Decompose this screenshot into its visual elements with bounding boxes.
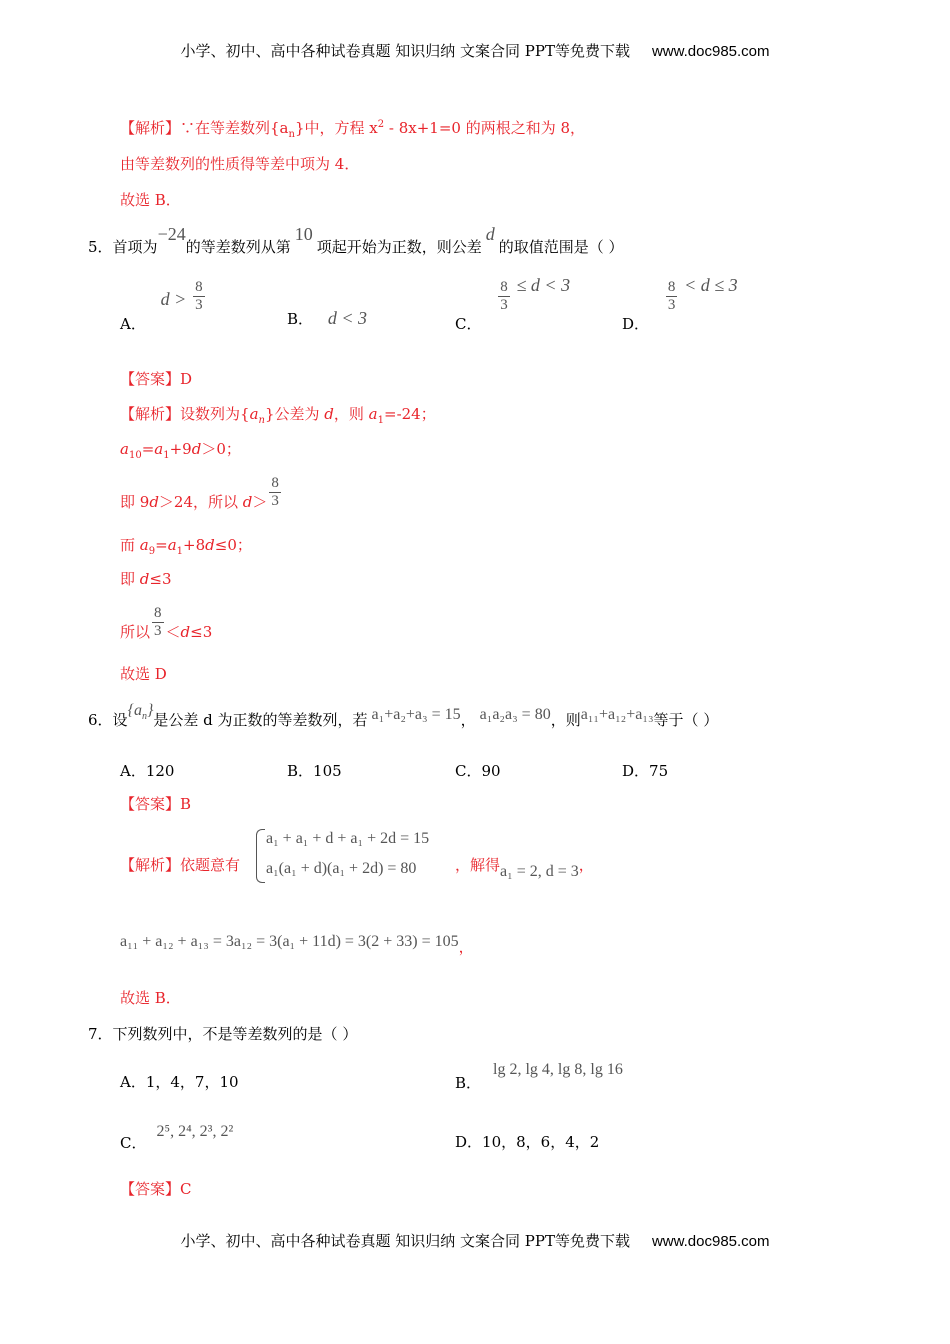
q5-conclusion: 故选 D xyxy=(120,665,167,683)
text: ， xyxy=(458,938,474,956)
option-value: 120 xyxy=(145,762,175,780)
text: d xyxy=(205,536,215,554)
frac-den: 3 xyxy=(195,297,203,313)
frac-num: 8 xyxy=(667,279,676,295)
frac-den: 3 xyxy=(667,297,676,313)
text: }公差为 xyxy=(264,405,325,423)
q5-option-b[interactable] xyxy=(287,308,367,329)
text: = xyxy=(155,536,168,554)
text: d xyxy=(242,492,253,511)
question-number: 6． xyxy=(88,711,113,729)
text: 项起开始为正数，则公差 xyxy=(316,238,482,256)
text: ≤3 xyxy=(190,622,213,641)
q7-stem xyxy=(88,1024,357,1044)
q6-option-b[interactable] xyxy=(287,760,342,781)
text: 即 9 xyxy=(120,492,150,511)
analysis-tag: 【解析】 xyxy=(120,405,181,423)
option-value: 90 xyxy=(481,762,501,780)
condition-product: a₁a₂a₃ = 80 xyxy=(479,706,551,723)
text: a xyxy=(154,440,164,458)
header-text: 小学、初中、高中各种试卷真题 知识归纳 文案合同 PPT等免费下载 xyxy=(180,42,630,60)
prev-analysis-line1 xyxy=(120,118,585,138)
text: 下列数列中，不是等差数列的是（ ） xyxy=(112,1025,358,1043)
option-value: 2⁵, 2⁴, 2³, 2² xyxy=(156,1123,234,1140)
frac-den: 3 xyxy=(154,623,162,639)
q6-option-d[interactable] xyxy=(622,760,668,781)
q5-option-c[interactable] xyxy=(455,274,571,333)
q5-stem xyxy=(88,224,624,257)
text: ＞0； xyxy=(201,440,241,458)
text: - 8x+1=0 的两根之和为 8， xyxy=(384,119,586,137)
q6-solve xyxy=(455,855,594,880)
text: ＜ xyxy=(165,622,181,641)
option-value: 1，4，7，10 xyxy=(145,1073,239,1091)
q5-analysis-step3 xyxy=(120,476,283,509)
subscript: n xyxy=(288,129,295,140)
q7-option-d[interactable] xyxy=(455,1131,599,1152)
text: ≤0； xyxy=(214,536,252,554)
text: +9 xyxy=(169,440,192,458)
text: ＞24，所以 xyxy=(158,492,243,511)
text: d xyxy=(191,440,202,458)
option-label: C． xyxy=(455,762,482,780)
text: 是公差 d 为正数的等差数列，若 xyxy=(153,711,368,729)
footer-url[interactable]: www.doc985.com xyxy=(651,1233,770,1250)
q6-calc xyxy=(120,931,474,956)
option-label: D． xyxy=(622,314,650,333)
text: ，则 xyxy=(333,405,369,423)
option-value: 10，8，6，4，2 xyxy=(482,1133,600,1151)
q6-option-a[interactable] xyxy=(120,760,174,781)
text: d xyxy=(324,405,334,423)
text: ＞ xyxy=(252,492,268,511)
q5-analysis-step1 xyxy=(120,404,436,424)
subscript: 1 xyxy=(176,546,184,557)
header-url[interactable]: www.doc985.com xyxy=(651,43,770,60)
text: +8 xyxy=(183,536,206,554)
q6-equation-2: a₁(a₁ + d)(a₁ + 2d) = 80 xyxy=(266,860,417,877)
text: a xyxy=(120,440,129,458)
answer-value: C xyxy=(180,1180,192,1198)
answer-tag: 【答案】 xyxy=(120,370,181,388)
subscript: 10 xyxy=(128,450,142,461)
text: 设 xyxy=(112,711,128,729)
text: 等于（ ） xyxy=(653,711,719,729)
option-label: A． xyxy=(120,1073,146,1091)
q6-conclusion: 故选 B． xyxy=(120,989,181,1007)
page-header xyxy=(0,40,950,61)
text: d xyxy=(139,570,150,588)
frac-den: 3 xyxy=(271,493,279,509)
q5-analysis-step4 xyxy=(120,535,252,555)
question-number: 7． xyxy=(88,1025,113,1043)
option-label: B． xyxy=(455,1074,482,1092)
superscript: 2 xyxy=(377,119,385,130)
subscript: n xyxy=(141,711,147,723)
condition-sum: a₁+a₂+a₃ = 15 xyxy=(371,706,461,723)
frac-num: 8 xyxy=(154,605,162,621)
option-label: A． xyxy=(120,314,146,333)
text: }中，方程 x xyxy=(294,119,378,137)
footer-text: 小学、初中、高中各种试卷真题 知识归纳 文案合同 PPT等免费下载 xyxy=(180,1232,630,1250)
q6-stem xyxy=(88,702,719,731)
frac-num: 8 xyxy=(195,279,203,295)
first-term: −24 xyxy=(157,224,186,244)
option-value: 105 xyxy=(313,762,342,780)
answer-tag: 【答案】 xyxy=(120,795,181,813)
option-value: 75 xyxy=(649,762,669,780)
equation-system-brace xyxy=(256,829,265,883)
option-expr: ≤ d < 3 xyxy=(516,274,571,295)
text: a xyxy=(368,405,378,423)
analysis-tag: 【解析】 xyxy=(120,856,181,874)
text: ∵在等差数列{a xyxy=(180,119,289,137)
q7-option-c[interactable] xyxy=(120,1120,234,1152)
q7-option-b[interactable] xyxy=(455,1058,623,1092)
page-footer xyxy=(0,1230,950,1251)
option-expr: < d ≤ 3 xyxy=(684,274,738,295)
answer-tag: 【答案】 xyxy=(120,1180,181,1198)
subscript: 1 xyxy=(163,450,170,461)
option-label: D． xyxy=(622,762,650,780)
frac-num: 8 xyxy=(500,279,508,295)
q5-analysis-step5 xyxy=(120,569,172,589)
text: a xyxy=(139,536,149,554)
q5-answer xyxy=(120,369,192,389)
text: = xyxy=(141,440,155,458)
option-label: C． xyxy=(455,314,482,333)
calculation: a₁₁ + a₁₂ + a₁₃ = 3a₁₂ = 3(a₁ + 11d) = 3(2 + 33) = 105 xyxy=(120,933,459,950)
option-expr: d > xyxy=(160,288,187,309)
text: } xyxy=(146,702,154,719)
text: 所以 xyxy=(120,622,151,641)
answer-value: B xyxy=(180,795,192,813)
q6-option-c[interactable] xyxy=(455,760,501,781)
option-value: lg 2, lg 4, lg 8, lg 16 xyxy=(493,1061,623,1078)
text: 的等差数列从第 xyxy=(185,238,291,256)
option-label: C． xyxy=(120,1134,147,1152)
q6-equation-1: a₁ + a₁ + d + a₁ + 2d = 15 xyxy=(266,830,430,847)
text: d xyxy=(180,622,191,641)
text: =-24； xyxy=(384,405,436,423)
text: 的取值范围是（ ） xyxy=(498,238,624,256)
text: 而 xyxy=(120,536,140,554)
q7-answer xyxy=(120,1179,192,1199)
target-sum: a₁₁+a₁₂+a₁₃ xyxy=(580,706,654,723)
frac-num: 8 xyxy=(271,475,279,491)
option-label: A． xyxy=(120,762,146,780)
frac-den: 3 xyxy=(500,297,508,313)
variable-d: d xyxy=(485,224,495,244)
text: ， xyxy=(460,711,476,729)
text: d xyxy=(149,492,159,511)
text: ，则 xyxy=(550,711,581,729)
analysis-tag: 【解析】 xyxy=(120,119,181,137)
option-label: B． xyxy=(287,310,314,328)
q6-answer xyxy=(120,794,191,814)
q6-analysis xyxy=(120,855,240,875)
option-expr: d < 3 xyxy=(327,308,367,328)
q5-analysis-step2 xyxy=(120,439,241,459)
text: ≤3 xyxy=(149,570,172,588)
nth-term: 10 xyxy=(294,224,313,244)
text: 首项为 xyxy=(112,238,158,256)
text: ， xyxy=(578,856,594,874)
option-label: B． xyxy=(287,762,314,780)
prev-conclusion: 故选 B． xyxy=(120,191,181,209)
text: 设数列为{ xyxy=(180,405,250,423)
subscript: n xyxy=(258,415,265,426)
option-label: D． xyxy=(455,1133,483,1151)
text: a xyxy=(249,405,259,423)
sequence: {a xyxy=(127,702,142,719)
text: a xyxy=(167,536,177,554)
q7-option-a[interactable] xyxy=(120,1071,239,1092)
subscript: 9 xyxy=(148,546,156,557)
question-number: 5． xyxy=(88,238,113,256)
text: 即 xyxy=(120,570,140,588)
subscript: 1 xyxy=(377,415,384,426)
solution: a₁ = 2, d = 3 xyxy=(500,863,579,880)
q5-analysis-step6 xyxy=(120,606,212,639)
q5-option-d[interactable] xyxy=(622,274,738,333)
q5-option-a[interactable] xyxy=(120,279,207,333)
text: ，解得 xyxy=(455,856,501,874)
answer-value: D xyxy=(180,370,193,388)
text: 依题意有 xyxy=(180,856,241,874)
prev-analysis-line2: 由等差数列的性质得等差中项为 4． xyxy=(120,155,360,173)
